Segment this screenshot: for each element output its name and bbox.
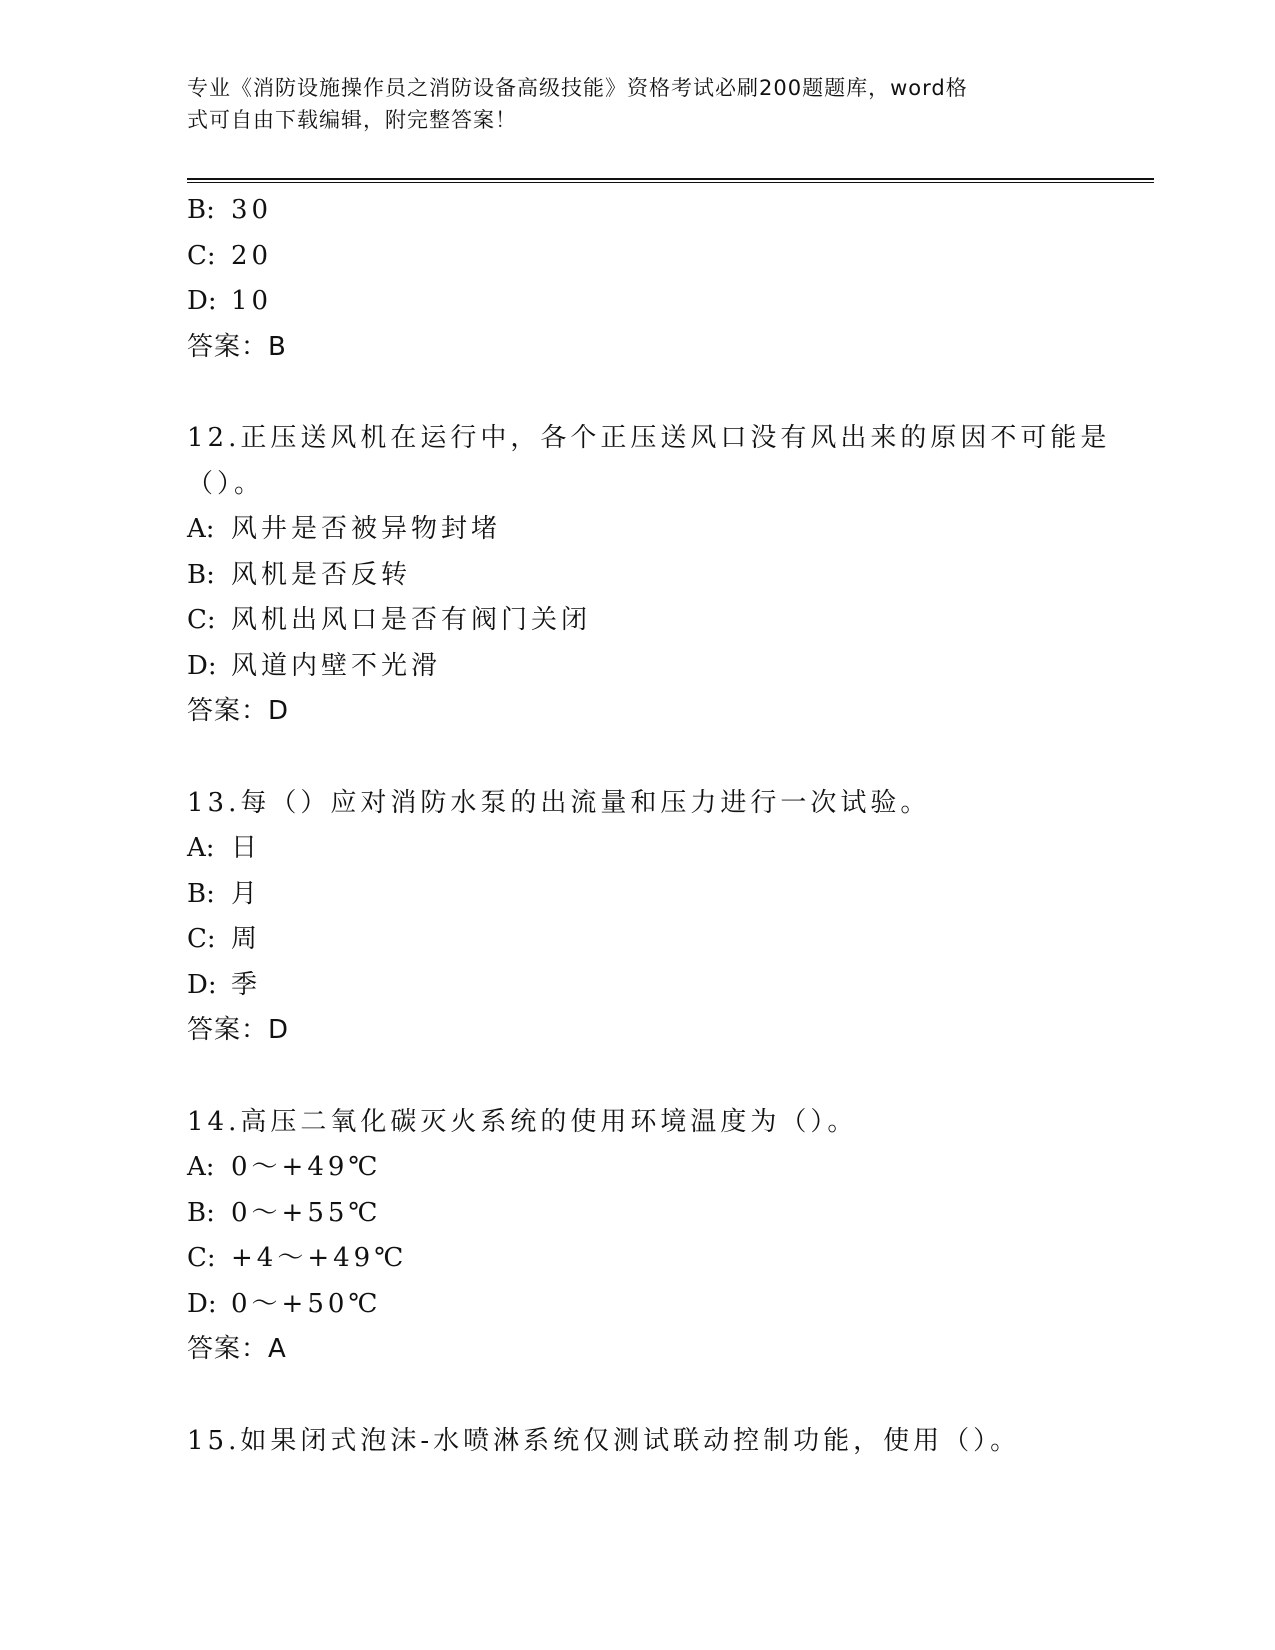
option-d: D: 10 [187, 286, 273, 316]
question-stem-cont: （）。 [187, 468, 265, 499]
prev-question [187, 188, 1087, 370]
option-d: D: 风道内壁不光滑 [187, 650, 442, 681]
option-c: C: 风机出风口是否有阀门关闭 [187, 605, 592, 635]
option-b: B: 风机是否反转 [187, 559, 412, 590]
question-stem: 13.每（）应对消防水泵的出流量和压力进行一次试验。 [187, 787, 931, 818]
answer: 答案：D [187, 696, 290, 726]
answer: 答案：A [187, 1334, 287, 1364]
question-12 [187, 416, 1111, 735]
question-stem: 15.如果闭式泡沫-水喷淋系统仅测试联动控制功能，使用（）。 [187, 1425, 1021, 1456]
question-stem: 12.正压送风机在运行中，各个正压送风口没有风出来的原因不可能是 [187, 423, 1111, 453]
header-line-2: 式可自由下载编辑，附完整答案！ [187, 108, 517, 132]
option-c: C: 20 [187, 240, 273, 271]
option-a: A: 风井是否被异物封堵 [187, 514, 502, 544]
option-d: D: 季 [187, 969, 262, 1000]
option-c: C: 周 [187, 924, 262, 954]
question-stem: 14.高压二氧化碳灭火系统的使用环境温度为（）。 [187, 1106, 858, 1137]
option-a: A: 日 [187, 833, 262, 863]
question-list [187, 188, 1111, 1464]
document-header [187, 72, 1067, 136]
option-c: C: +4～+49℃ [187, 1243, 408, 1273]
question-15 [187, 1419, 1087, 1465]
question-14 [187, 1100, 1087, 1373]
option-b: B: 月 [187, 878, 262, 909]
option-b: B: 30 [187, 195, 273, 225]
answer: 答案：B [187, 331, 287, 362]
option-b: B: 0～+55℃ [187, 1197, 382, 1228]
option-a: A: 0～+49℃ [187, 1152, 382, 1182]
header-line-1: 专业《消防设施操作员之消防设备高级技能》资格考试必刷200题题库，word格 [187, 76, 968, 100]
header-rule-thick [187, 178, 1154, 180]
question-13 [187, 781, 1087, 1054]
answer: 答案：D [187, 1015, 290, 1045]
option-d: D: 0～+50℃ [187, 1288, 382, 1319]
header-rule-thin [187, 182, 1154, 183]
